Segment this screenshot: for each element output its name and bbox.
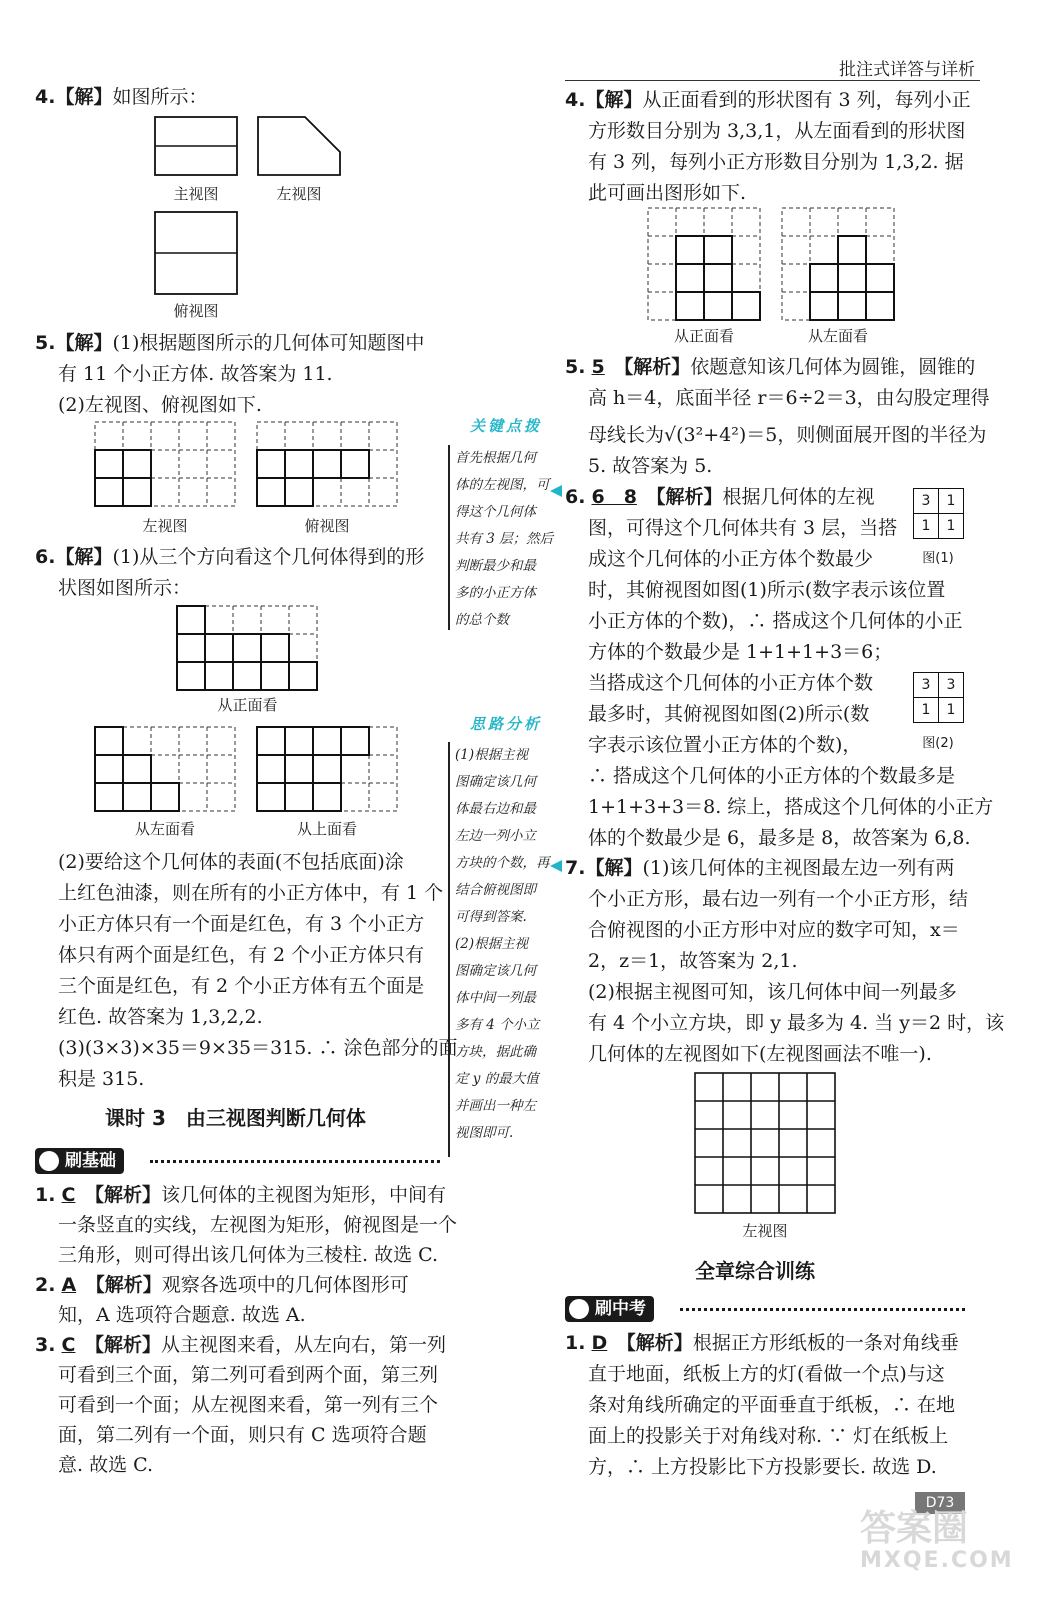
right-q6-line-4: 时，其俯视图如图(1)所示(数字表示该位置 (588, 579, 946, 601)
fig1-caption: 图(1) (922, 551, 954, 566)
note1-line-6: 多的小正方体 (455, 585, 536, 601)
b1-number: 1. (35, 1184, 56, 1206)
right-q6-line-2: 图，可得这个几何体共有 3 层，当搭 (588, 517, 898, 539)
note1-arrow-icon (548, 483, 564, 499)
right-q4-line-2: 方形数目分别为 3,3,1，从左面看到的形状图 (588, 120, 966, 142)
b3-line-4: 面，第二列有一个面，则只有 C 选项符合题 (58, 1424, 427, 1446)
right-q6-line-7: 当搭成这个几何体的小正方体个数 (588, 672, 874, 694)
right-q4-number: 4. (565, 89, 586, 111)
b1-line-1 (35, 1180, 446, 1210)
b3-answer: C (61, 1334, 76, 1356)
right-q4-caption-front: 从正面看 (673, 327, 734, 345)
dotted-rule (680, 1308, 965, 1311)
fig2-grid (913, 672, 964, 723)
watermark-url: MXQE.COM (860, 1548, 1014, 1573)
right-q5-line-3: 母线长为√(3²+4²)＝5，则侧面展开图的半径为 (588, 424, 987, 446)
left-q6-text: (1)从三个方向看这个几何体得到的形 (112, 546, 425, 568)
left-q6-line-b1: (2)要给这个几何体的表面(不包括底面)涂 (58, 851, 404, 873)
right-q5-line-2: 高 h＝4，底面半径 r＝6÷2＝3，由勾股定理得 (588, 387, 990, 409)
right-q7-line-3: 合俯视图的小正方形中对应的数字可知，x＝ (588, 919, 960, 941)
left-q6-line-b8: 积是 315. (58, 1068, 145, 1090)
b1-tag: 【解析】 (94, 1184, 161, 1206)
right-q6-answer: 6 8 (591, 486, 637, 508)
right-q7-line-2: 个小正方形，最右边一列有一个小正方形，结 (588, 888, 969, 910)
right-q5-tag: 【解析】 (623, 356, 691, 378)
lesson-title: 课时 3 由三视图判断几何体 (105, 1106, 366, 1130)
left-q4-tag: 【解】 (55, 86, 113, 108)
note1-line-1: 首先根据几何 (455, 450, 536, 466)
q4-left-view (258, 117, 340, 175)
note2-line-14: 并画出一种左 (455, 1098, 536, 1114)
right-q4-views-figure (645, 205, 925, 325)
b3-tag: 【解析】 (94, 1334, 161, 1356)
note2-line-15: 视图即可. (455, 1125, 514, 1141)
fig1-cell: 3 (914, 489, 939, 514)
right-q7-tag: 【解】 (585, 857, 643, 879)
right-q5-number: 5. (565, 356, 586, 378)
right-q6-line-5: 小正方体的个数)，∴ 搭成这个几何体的小正 (588, 610, 963, 632)
right-q6-line-11: 1+1+3+3＝8. 综上，搭成这个几何体的小正方 (588, 796, 994, 818)
left-q6-line-b6: 红色. 故答案为 1,3,2,2. (58, 1006, 263, 1028)
c1-line-5: 方，∴ 上方投影比下方投影要长. 故选 D. (588, 1456, 937, 1478)
fig2-cell: 1 (914, 698, 939, 723)
b2-line-2: 知，A 选项符合题意. 故选 A. (58, 1304, 306, 1326)
chapter-title: 全章综合训练 (695, 1259, 815, 1283)
left-q6-line-b5: 三个面是红色，有 2 个小正方体有五个面是 (58, 975, 425, 997)
b1-answer: C (61, 1184, 76, 1206)
note2-line-4: 左边一列小立 (455, 828, 536, 844)
q6-front-view-figure (175, 604, 325, 694)
note1-line-7: 的总个数 (455, 612, 509, 628)
b2-answer: A (61, 1274, 77, 1296)
right-q6-text: 根据几何体的左视 (722, 486, 875, 508)
right-q6-line-1 (565, 482, 875, 512)
b3-line-5: 意. 故选 C. (58, 1454, 154, 1476)
c1-line-1 (565, 1328, 959, 1358)
fig1-cell: 1 (914, 514, 939, 539)
note2-bar (448, 742, 450, 1157)
note1-line-2: 体的左视图，可 (455, 477, 550, 493)
left-q6-number: 6. (35, 546, 56, 568)
note2-line-9: 图确定该几何 (455, 963, 536, 979)
right-q4-line-4: 此可画出图形如下. (588, 182, 747, 204)
left-q4-text: 如图所示： (112, 86, 208, 108)
watermark-logo: 答案圈 (860, 1508, 969, 1549)
note1-bar (448, 445, 450, 630)
right-q7-line-5: (2)根据主视图可知，该几何体中间一列最多 (588, 981, 957, 1003)
note2-line-11: 多有 4 个小立 (455, 1017, 540, 1033)
right-q7-text: (1)该几何体的主视图最左边一列有两 (642, 857, 955, 879)
q4-caption-top: 俯视图 (173, 302, 219, 320)
right-q4-text: 从正面看到的形状图有 3 列，每列小正 (642, 89, 971, 111)
q4-caption-left: 左视图 (276, 185, 322, 203)
note1-title: 关键点拨 (470, 417, 543, 435)
b2-text: 观察各选项中的几何体图形可 (161, 1274, 409, 1296)
q5-views-figure (93, 420, 443, 515)
left-q6-line-b7: (3)(3×3)×35＝9×35＝315. ∴ 涂色部分的面 (58, 1037, 458, 1059)
c1-line-3: 条对角线所确定的平面垂直于纸板，∴ 在地 (588, 1394, 956, 1416)
left-q6-line-1 (35, 542, 424, 572)
left-q6-line-b4: 体只有两个面是红色，有 2 个小正方体只有 (58, 944, 425, 966)
note2-line-13: 定 y 的最大值 (455, 1071, 539, 1087)
b1-text: 该几何体的主视图为矩形，中间有 (160, 1184, 446, 1206)
right-q7-left-view-figure (692, 1070, 842, 1220)
right-q6-number: 6. (565, 486, 586, 508)
right-q6-line-3: 成这个几何体的小正方体个数最少 (588, 548, 874, 570)
left-q5-number: 5. (35, 332, 56, 354)
badge-basic (35, 1148, 124, 1174)
badge-exam-label: 刷中考 (595, 1299, 646, 1319)
b1-line-2: 一条竖直的实线，左视图为矩形，俯视图是一个 (58, 1214, 458, 1236)
q4-three-views-figure (150, 112, 350, 322)
dotted-rule (150, 1160, 440, 1163)
fig2-cell: 3 (914, 673, 939, 698)
note2-arrow-icon (548, 858, 564, 874)
note2-line-7: 可得到答案. (455, 909, 527, 925)
right-q7-line-6: 有 4 个小立方块，即 y 最多为 4. 当 y＝2 时，该 (588, 1012, 1005, 1034)
left-q5-text: (1)根据题图所示的几何体可知题图中 (112, 332, 425, 354)
right-q7-line-4: 2，z＝1，故答案为 2,1. (588, 950, 798, 972)
note1-line-5: 判断最少和最 (455, 558, 536, 574)
note2-line-12: 方块，据此确 (455, 1044, 536, 1060)
left-q5-line-3: (2)左视图、俯视图如下. (58, 394, 262, 416)
q4-caption-front: 主视图 (173, 185, 219, 203)
brush-icon (569, 1299, 589, 1319)
left-q4-number: 4. (35, 86, 56, 108)
note2-line-5: 方块的个数，再 (455, 855, 550, 871)
right-q7-line-7: 几何体的左视图如下(左视图画法不唯一). (588, 1043, 932, 1065)
b1-line-3: 三角形，则可得出该几何体为三棱柱. 故选 C. (58, 1244, 439, 1266)
badge-basic-label: 刷基础 (65, 1151, 116, 1171)
left-q6-line-b2: 上红色油漆，则在所有的小正方体中，有 1 个 (58, 882, 444, 904)
q6-caption-top: 从上面看 (296, 820, 357, 838)
right-q4-tag: 【解】 (585, 89, 643, 111)
right-q5-line-1 (565, 352, 975, 382)
b2-number: 2. (35, 1274, 56, 1296)
left-q4-line (35, 82, 207, 112)
right-q4-line-3: 有 3 列，每列小正方形数目分别为 1,3,2. 据 (588, 151, 964, 173)
badge-exam (565, 1296, 654, 1322)
right-q5-line-4: 5. 故答案为 5. (588, 455, 713, 477)
header-rule (565, 80, 980, 81)
c1-answer: D (591, 1332, 608, 1354)
note1-line-4: 共有 3 层；然后 (455, 531, 554, 547)
b2-line-1 (35, 1270, 409, 1300)
fig2-cell: 3 (939, 673, 964, 698)
right-q7-number: 7. (565, 857, 586, 879)
c1-number: 1. (565, 1332, 586, 1354)
running-header: 批注式详答与详析 (839, 60, 975, 80)
right-q4-caption-left: 从左面看 (807, 327, 868, 345)
right-q6-line-12: 体的个数最少是 6，最多是 8，故答案为 6,8. (588, 827, 971, 849)
fig2-cell: 1 (939, 698, 964, 723)
b3-line-2: 可看到三个面，第二列可看到两个面，第三列 (58, 1364, 439, 1386)
q6-caption-front: 从正面看 (217, 696, 278, 714)
fig2-caption: 图(2) (922, 736, 954, 751)
b3-line-1 (35, 1330, 446, 1360)
q5-caption-left: 左视图 (142, 517, 188, 535)
q6-caption-left: 从左面看 (134, 820, 195, 838)
left-q6-tag: 【解】 (55, 546, 113, 568)
c1-tag: 【解析】 (626, 1332, 693, 1354)
right-q5-text: 依题意知该几何体为圆锥，圆锥的 (690, 356, 976, 378)
right-q6-line-6: 方体的个数最少是 1+1+1+3＝6； (588, 641, 893, 663)
left-q5-line-2: 有 11 个小正方体. 故答案为 11. (58, 363, 333, 385)
right-q5-answer: 5 (591, 356, 605, 378)
right-q6-line-8: 最多时，其俯视图如图(2)所示(数 (588, 703, 870, 725)
note2-line-10: 体中间一列最 (455, 990, 536, 1006)
fig1-grid (913, 488, 964, 539)
note2-line-2: 图确定该几何 (455, 774, 536, 790)
q6-left-top-views-figure (93, 725, 443, 817)
right-q6-line-10: ∴ 搭成这个几何体的小正方体的个数最多是 (588, 765, 956, 787)
b3-number: 3. (35, 1334, 56, 1356)
b3-line-3: 可看到一个面；从左视图来看，第一列有三个 (58, 1394, 439, 1416)
c1-line-2: 直于地面，纸板上方的灯(看做一个点)与这 (588, 1363, 945, 1385)
left-q6-line-b3: 小正方体只有一个面是红色，有 3 个小正方 (58, 913, 425, 935)
right-q7-line-1 (565, 853, 954, 883)
c1-text: 根据正方形纸板的一条对角线垂 (692, 1332, 959, 1354)
left-q6-line-2: 状图如图所示： (58, 577, 192, 599)
q5-caption-top: 俯视图 (304, 517, 350, 535)
right-q6-tag: 【解析】 (655, 486, 723, 508)
note2-line-6: 结合俯视图即 (455, 882, 536, 898)
right-q6-line-9: 字表示该位置小正方体的个数)， (588, 734, 862, 756)
note1-line-3: 得这个几何体 (455, 504, 536, 520)
note2-title: 思路分析 (470, 715, 543, 733)
page-number: D73 (915, 1492, 965, 1514)
note2-line-1: (1)根据主视 (455, 747, 529, 763)
fig1-cell: 1 (939, 489, 964, 514)
b2-tag: 【解析】 (95, 1274, 162, 1296)
right-q7-caption: 左视图 (742, 1222, 788, 1240)
c1-line-4: 面上的投影关于对角线对称. ∵ 灯在纸板上 (588, 1425, 949, 1447)
fig1-cell: 1 (939, 514, 964, 539)
note2-line-3: 体最右边和最 (455, 801, 536, 817)
right-q4-line-1 (565, 85, 971, 115)
left-q5-line-1 (35, 328, 424, 358)
b3-text: 从主视图来看，从左向右，第一列 (160, 1334, 446, 1356)
note2-line-8: (2)根据主视 (455, 936, 529, 952)
left-q5-tag: 【解】 (55, 332, 113, 354)
brush-icon (39, 1151, 59, 1171)
